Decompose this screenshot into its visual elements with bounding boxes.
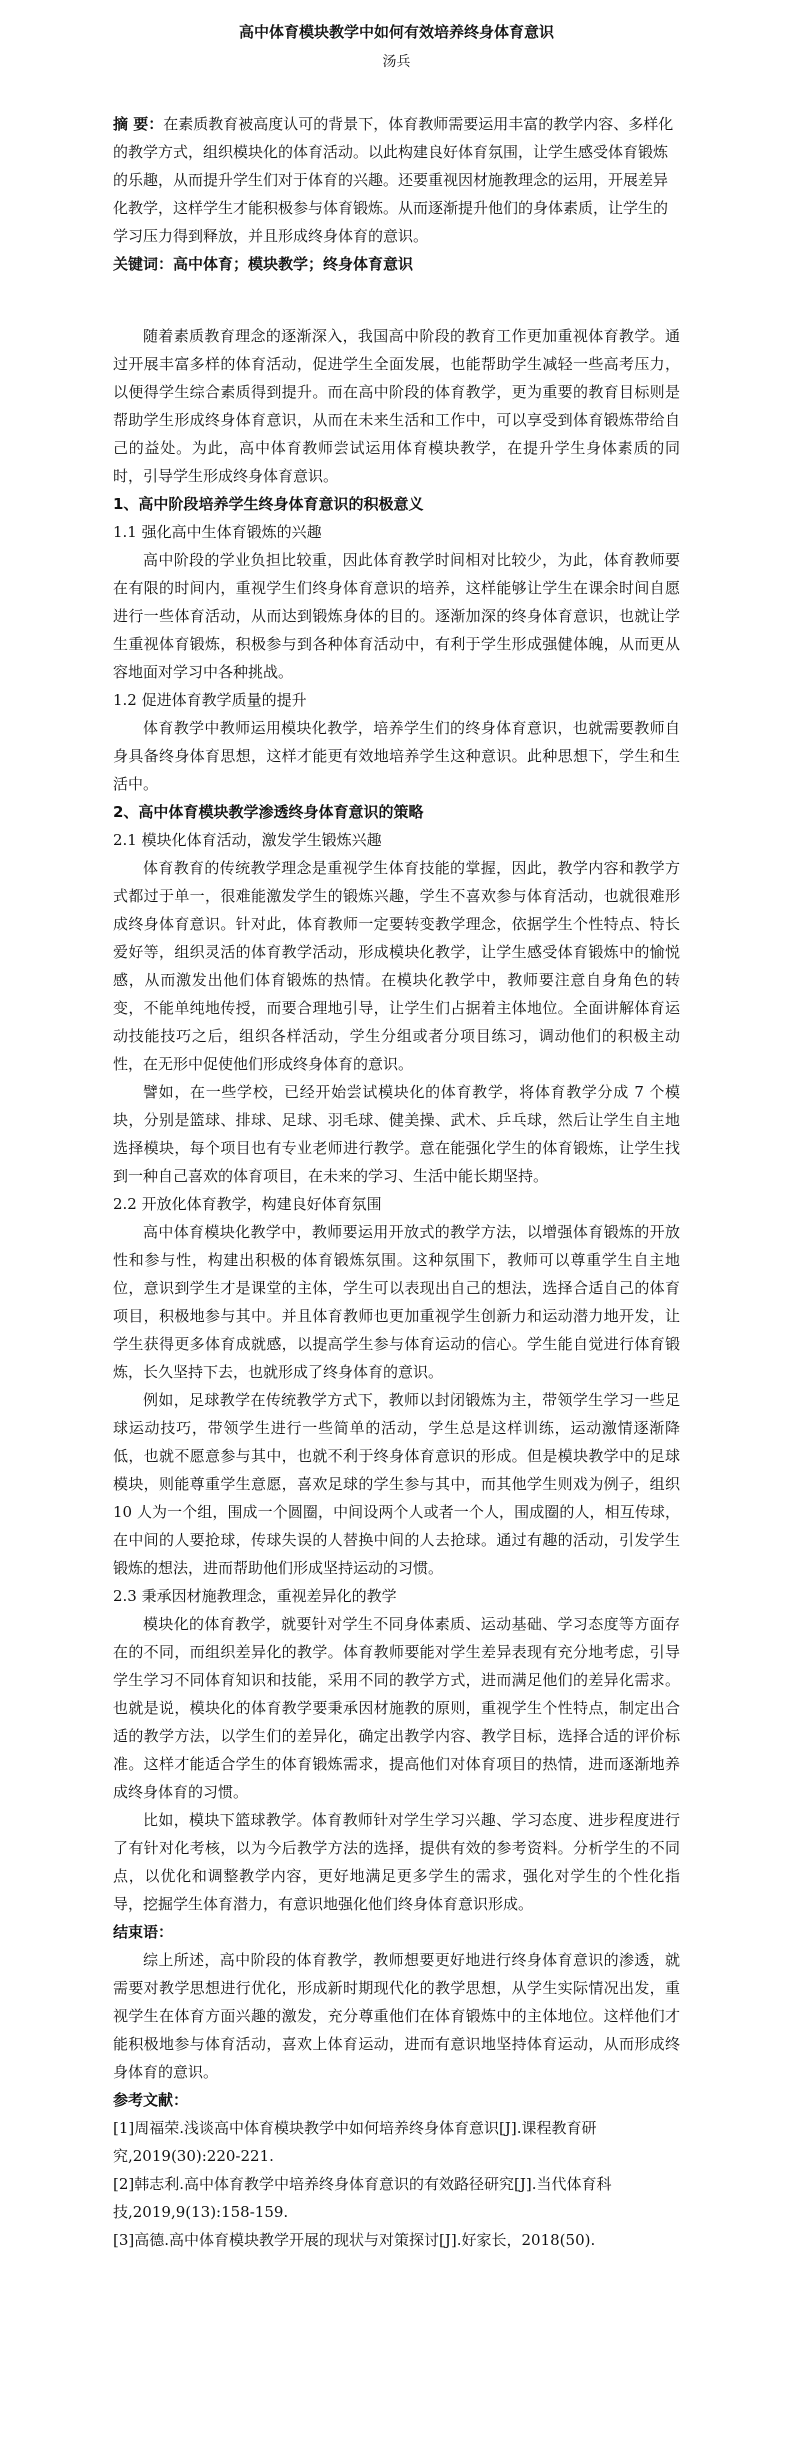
keywords: 关键词：高中体育；模块教学；终身体育意识 <box>113 255 414 273</box>
author-name: 汤兵 <box>382 54 411 70</box>
reference-item: [1]周福荣.浅谈高中体育模块教学中如何培养终身体育意识[J].课程教育研究,2019(30):220-221. <box>113 2119 597 2165</box>
intro-paragraph: 随着素质教育理念的逐渐深入，我国高中阶段的教育工作更加重视体育教学。通过开展丰富多样的体育活动，促进学生全面发展，也能帮助学生减轻一些高考压力，以便得学生综合素质得到提升。而在高中阶段的体育教学，更为重要的教育目标则是帮助学生形成终身体育意识，从而在未来生活和工作中，可以享受到体育锻炼带给自己的益处。为此，高中体育教师尝试运用体育模块教学，在提升学生身体素质的同时，引导学生形成终身体育意识。 <box>113 327 680 485</box>
section-2-1-paragraph-1: 体育教育的传统教学理念是重视学生体育技能的掌握，因此，教学内容和教学方式都过于单一，很难能激发学生的锻炼兴趣，学生不喜欢参与体育活动，也就很难形成终身体育意识。针对此，体育教师一定要转变教学理念，依据学生个性特点、特长爱好等，组织灵活的体育教学活动，形成模块化教学，让学生感受体育锻炼中的愉悦感，从而激发出他们体育锻炼的热情。在模块化教学中，教师要注意自身角色的转变，不能单纯地传授，而要合理地引导，让学生们占据着主体地位。全面讲解体育运动技能技巧之后，组织各样活动，学生分组或者分项目练习，调动他们的积极主动性，在无形中促使他们形成终身体育的意识。 <box>113 859 680 1073</box>
section-1-2-heading: 1.2 促进体育教学质量的提升 <box>113 691 307 709</box>
section-1-2-paragraph: 体育教学中教师运用模块化教学，培养学生们的终身体育意识，也就需要教师自身具备终身体育思想，这样才能更有效地培养学生这种意识。此种思想下，学生和生活中。 <box>113 719 680 793</box>
section-2-1-paragraph-2: 譬如，在一些学校，已经开始尝试模块化的体育教学，将体育教学分成 7 个模块，分别是篮球、排球、足球、羽毛球、健美操、武术、乒乓球，然后让学生自主地选择模块，每个项目也有专业老师进行教学。意在能强化学生的体育锻炼，让学生找到一种自己喜欢的体育项目，在未来的学习、生活中能长期坚持。 <box>113 1083 680 1185</box>
abstract <box>113 110 680 250</box>
section-1-heading: 1、高中阶段培养学生终身体育意识的积极意义 <box>113 495 424 513</box>
conclusion-heading: 结束语： <box>113 1923 174 1941</box>
abstract-text: 在素质教育被高度认可的背景下，体育教师需要运用丰富的教学内容、多样化的教学方式，组织模块化的体育活动。以此构建良好体育氛围，让学生感受体育锻炼的乐趣，从而提升学生们对于体育的兴趣。还要重视因材施教理念的运用，开展差异化教学，这样学生才能积极参与体育锻炼。从而逐渐提升他们的身体素质，让学生的学习压力得到释放，并且形成终身体育的意识。 <box>113 115 674 245</box>
section-2-3-heading: 2.3 秉承因材施教理念，重视差异化的教学 <box>113 1587 397 1605</box>
section-2-1-heading: 2.1 模块化体育活动，激发学生锻炼兴趣 <box>113 831 382 849</box>
section-1-1-heading: 1.1 强化高中生体育锻炼的兴趣 <box>113 523 322 541</box>
references-heading: 参考文献： <box>113 2091 189 2109</box>
reference-item: [3]高德.高中体育模块教学开展的现状与对策探讨[J].好家长，2018(50). <box>113 2231 596 2249</box>
conclusion-paragraph: 综上所述，高中阶段的体育教学，教师想要更好地进行终身体育意识的渗透，就需要对教学思想进行优化，形成新时期现代化的教学思想，从学生实际情况出发，重视学生在体育方面兴趣的激发，充分尊重他们在体育锻炼中的主体地位。这样他们才能积极地参与体育活动，喜欢上体育运动，进而有意识地坚持体育运动，从而形成终身体育的意识。 <box>113 1951 680 2081</box>
section-2-2-paragraph-2: 例如，足球教学在传统教学方式下，教师以封闭锻炼为主，带领学生学习一些足球运动技巧，带领学生进行一些简单的活动，学生总是这样训练，运动激情逐渐降低，也就不愿意参与其中，也就不利于终身体育意识的形成。但是模块教学中的足球模块，则能尊重学生意愿，喜欢足球的学生参与其中，而其他学生则戏为例子，组织 10 人为一个组，围成一个圆圈，中间设两个人或者一个人，围成圈的人，相互传球，在中间的人要抢球，传球失误的人替换中间的人去抢球。通过有趣的活动，引发学生锻炼的想法，进而帮助他们形成坚持运动的习惯。 <box>113 1391 680 1577</box>
section-2-2-paragraph-1: 高中体育模块化教学中，教师要运用开放式的教学方法，以增强体育锻炼的开放性和参与性，构建出积极的体育锻炼氛围。这种氛围下，教师可以尊重学生自主地位，意识到学生才是课堂的主体，学生可以表现出自己的想法，选择合适自己的体育项目，积极地参与其中。并且体育教师也更加重视学生创新力和运动潜力地开发，让学生获得更多体育成就感，以提高学生参与体育运动的信心。学生能自觉进行体育锻炼，长久坚持下去，也就形成了终身体育的意识。 <box>113 1223 680 1381</box>
section-1-1-paragraph: 高中阶段的学业负担比较重，因此体育教学时间相对比较少，为此，体育教师要在有限的时间内，重视学生们终身体育意识的培养，这样能够让学生在课余时间自愿进行一些体育活动，从而达到锻炼身体的目的。逐渐加深的终身体育意识，也就让学生重视体育锻炼，积极参与到各种体育活动中，有利于学生形成强健体魄，从而更从容地面对学习中各种挑战。 <box>113 551 680 681</box>
section-2-3-paragraph-1: 模块化的体育教学，就要针对学生不同身体素质、运动基础、学习态度等方面存在的不同，而组织差异化的教学。体育教师要能对学生差异表现有充分地考虑，引导学生学习不同体育知识和技能，采用不同的教学方式，进而满足他们的差异化需求。也就是说，模块化的体育教学要秉承因材施教的原则，重视学生个性特点，制定出合适的教学方法，以学生们的差异化，确定出教学内容、教学目标，选择合适的评价标准。这样才能适合学生的体育锻炼需求，提高他们对体育项目的热情，进而逐渐地养成终身体育的习惯。 <box>113 1615 680 1801</box>
section-2-heading: 2、高中体育模块教学渗透终身体育意识的策略 <box>113 803 424 821</box>
abstract-label: 摘 要： <box>113 115 164 133</box>
paper-title: 高中体育模块教学中如何有效培养终身体育意识 <box>238 23 554 41</box>
section-2-3-paragraph-2: 比如，模块下篮球教学。体育教师针对学生学习兴趣、学习态度、进步程度进行了有针对化考核，以为今后教学方法的选择，提供有效的参考资料。分析学生的不同点，以优化和调整教学内容，更好地满足更多学生的需求，强化对学生的个性化指导，挖掘学生体育潜力，有意识地强化他们终身体育意识形成。 <box>113 1811 680 1913</box>
section-2-2-heading: 2.2 开放化体育教学，构建良好体育氛围 <box>113 1195 382 1213</box>
reference-item: [2]韩志利.高中体育教学中培养终身体育意识的有效路径研究[J].当代体育科技,2019,9(13):158-159. <box>113 2175 612 2221</box>
